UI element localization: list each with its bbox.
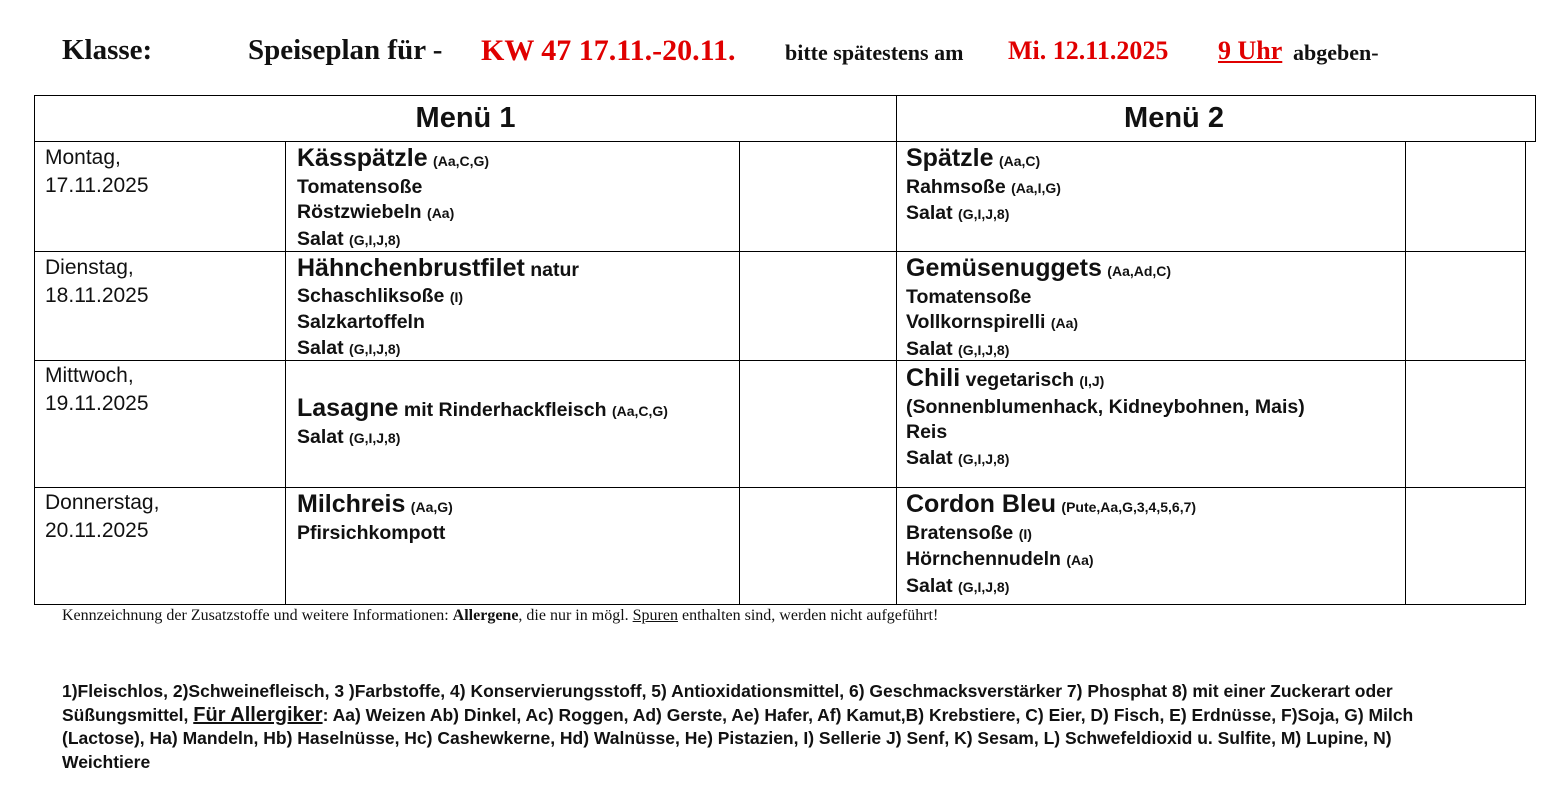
dish-name: Röstzwiebeln [297, 201, 422, 223]
dish-name: Vollkornspirelli [906, 311, 1046, 333]
page-header [62, 34, 1502, 74]
grid-line [34, 360, 1526, 361]
deadline-suffix: abgeben- [1293, 40, 1379, 65]
grid-line [285, 141, 286, 605]
grid-line [896, 95, 897, 605]
day-cell [45, 489, 159, 545]
deadline-time: 9 Uhr [1218, 36, 1283, 65]
deadline-text: bitte spätestens am [785, 40, 964, 65]
menu2-cell-tuesday [906, 256, 1171, 363]
dish-line [297, 146, 489, 175]
grid-line [34, 141, 1536, 142]
dish-name: Kässpätzle [297, 144, 428, 172]
dish-line [906, 521, 1196, 548]
grid-line [1405, 141, 1406, 605]
dish-name: Salat [297, 425, 344, 448]
weekday-label: Mittwoch, [45, 364, 134, 387]
dish-name: Pfirsichkompott [297, 521, 446, 544]
footnote-bold: Allergene [452, 607, 519, 624]
allergen-codes: (Pute,Aa,G,3,4,5,6,7) [1061, 499, 1197, 515]
allergen-codes: (Aa) [1050, 315, 1079, 331]
menu1-heading: Menü 1 [415, 102, 516, 134]
dish-line [906, 547, 1196, 574]
allergen-list: : Aa) Weizen Ab) Dinkel, Ac) Roggen, Ad) Gerste, Ae) Hafer, Af) Kamut,B) Krebstiere, C) Eier, D) Fisch, E) Erdnüsse, F)Soja, G) Milch (Lactose), Ha) Mandeln, Hb) Haselnüsse, Hc) Cashewkerne, Hd) Walnüsse, He) Pistazien, I) Sellerie J) Senf, K) Sesam, L) Schwefeldioxid u. Sulfite, M) Lupine, N) Weichtiere [62, 704, 1414, 772]
dish-name: Gemüsenuggets [906, 254, 1102, 282]
dish-name: Salat [906, 574, 953, 597]
additives-list: 1)Fleischlos, 2)Schweinefleisch, 3 )Farbstoffe, 4) Konservierungsstoff, 5) Antioxidationsmittel, 6) Geschmacksverstärker 7) Phosphat 8) mit einer Zuckerart oder Süßungsmittel, [62, 681, 1393, 725]
grid-line [1535, 95, 1536, 142]
dish-name: Bratensoße [906, 521, 1014, 544]
dish-name: (Sonnenblumenhack, Kidneybohnen, Mais) [906, 395, 1305, 418]
dish-name: Hörnchennudeln [906, 548, 1061, 570]
allergen-codes: (Aa) [427, 205, 455, 221]
dish-line [297, 175, 489, 201]
dish-name: Reis [906, 421, 948, 443]
dish-name: Salat [906, 337, 953, 360]
grid-line [34, 604, 1526, 605]
allergen-codes: (G,I,J,8) [349, 429, 401, 446]
footnote-text: , die nur in mögl. [518, 607, 629, 624]
allergen-codes: (G,I,J,8) [349, 340, 401, 357]
dish-name: Salzkartoffeln [297, 311, 425, 333]
day-cell [45, 254, 149, 310]
dish-line [297, 284, 579, 311]
dish-name: Milchreis [297, 490, 406, 518]
grid-line [1525, 141, 1526, 605]
footnote-text: enthalten sind, werden nicht aufgeführt! [681, 607, 939, 624]
dish-line [906, 446, 1305, 473]
dish-line [906, 337, 1171, 364]
allergen-codes: (Aa,C,G) [433, 153, 490, 169]
dish-line [297, 492, 453, 521]
dish-line [297, 521, 453, 547]
dish-line [906, 574, 1196, 601]
dish-line [906, 310, 1171, 337]
date-label: 19.11.2025 [45, 392, 149, 415]
allergen-codes: (I) [449, 288, 464, 305]
allergen-codes: (I,J) [1079, 373, 1105, 389]
dish-name: Hähnchenbrustfilet [297, 254, 525, 282]
dish-line [906, 420, 1305, 446]
dish-line [297, 425, 668, 452]
dish-name: Tomatensoße [297, 175, 423, 198]
weekday-label: Montag, [45, 146, 121, 169]
dish-line [906, 256, 1171, 285]
dish-line [906, 201, 1061, 228]
day-cell [45, 144, 149, 200]
menu2-cell-wednesday [906, 366, 1305, 472]
dish-line [297, 227, 489, 254]
allergen-codes: (I) [1018, 525, 1032, 542]
dish-name: Spätzle [906, 144, 994, 172]
date-label: 18.11.2025 [45, 284, 149, 307]
dish-line [906, 285, 1171, 311]
dish-line [906, 492, 1196, 521]
menu2-cell-thursday [906, 492, 1196, 600]
allergen-codes: (Aa) [1066, 552, 1094, 568]
grid-line [739, 141, 740, 605]
allergiker-label: Für Allergiker [193, 703, 323, 726]
allergen-codes: (Aa,C) [998, 153, 1041, 169]
menu1-cell-wednesday [297, 396, 668, 451]
dish-line [297, 336, 579, 363]
dish-extra: natur [530, 259, 579, 281]
menu2-cell-monday [906, 146, 1061, 228]
allergen-footnote [62, 607, 938, 625]
menu1-cell-thursday [297, 492, 453, 546]
dish-name: Rahmsoße [906, 175, 1006, 198]
allergen-codes: (Aa,I,G) [1011, 179, 1061, 196]
grid-line [34, 95, 35, 605]
allergen-codes: (G,I,J,8) [958, 341, 1010, 358]
dish-name: Salat [906, 446, 953, 469]
dish-line [906, 146, 1061, 175]
allergen-codes: (G,I,J,8) [349, 231, 401, 248]
dish-name: Cordon Bleu [906, 490, 1056, 518]
menu1-cell-tuesday [297, 256, 579, 362]
allergen-codes: (Aa,Ad,C) [1107, 263, 1172, 279]
dish-extra: vegetarisch [965, 369, 1074, 391]
footnote-text: Kennzeichnung der Zusatzstoffe und weitere Informationen: [62, 607, 449, 624]
dish-line [297, 256, 579, 284]
allergen-codes: (G,I,J,8) [958, 578, 1010, 595]
dish-line [906, 366, 1305, 395]
weekday-label: Dienstag, [45, 256, 134, 279]
plan-label: Speiseplan für - [248, 34, 443, 66]
dish-name: Lasagne [297, 394, 399, 422]
grid-line [34, 251, 1526, 252]
weekday-label: Donnerstag, [45, 491, 160, 514]
class-label: Klasse: [62, 34, 153, 66]
dish-line [297, 310, 579, 336]
dish-name: Salat [297, 227, 344, 250]
dish-extra: mit Rinderhackfleisch [403, 399, 607, 421]
dish-name: Salat [297, 336, 344, 359]
date-label: 17.11.2025 [45, 174, 149, 197]
dish-name: Chili [906, 364, 961, 392]
grid-line [34, 487, 1526, 488]
allergen-codes: (G,I,J,8) [958, 206, 1010, 222]
dish-line [906, 175, 1061, 202]
dish-name: Schaschliksoße [297, 284, 445, 307]
deadline-date: Mi. 12.11.2025 [1008, 36, 1169, 65]
menu1-cell-monday [297, 146, 489, 253]
additives-legend [62, 680, 1422, 774]
allergen-codes: (Aa,G) [410, 499, 453, 515]
date-label: 20.11.2025 [45, 519, 149, 542]
allergen-codes: (Aa,C,G) [611, 403, 668, 419]
dish-name: Tomatensoße [906, 285, 1032, 308]
menu2-heading: Menü 2 [1124, 102, 1224, 134]
week-range: KW 47 17.11.-20.11. [481, 34, 736, 67]
dish-name: Salat [906, 202, 953, 224]
footnote-underlined: Spuren [632, 607, 678, 624]
dish-line [906, 395, 1305, 421]
dish-line [297, 396, 668, 425]
day-cell [45, 362, 149, 418]
allergen-codes: (G,I,J,8) [958, 450, 1010, 467]
dish-line [297, 200, 489, 227]
